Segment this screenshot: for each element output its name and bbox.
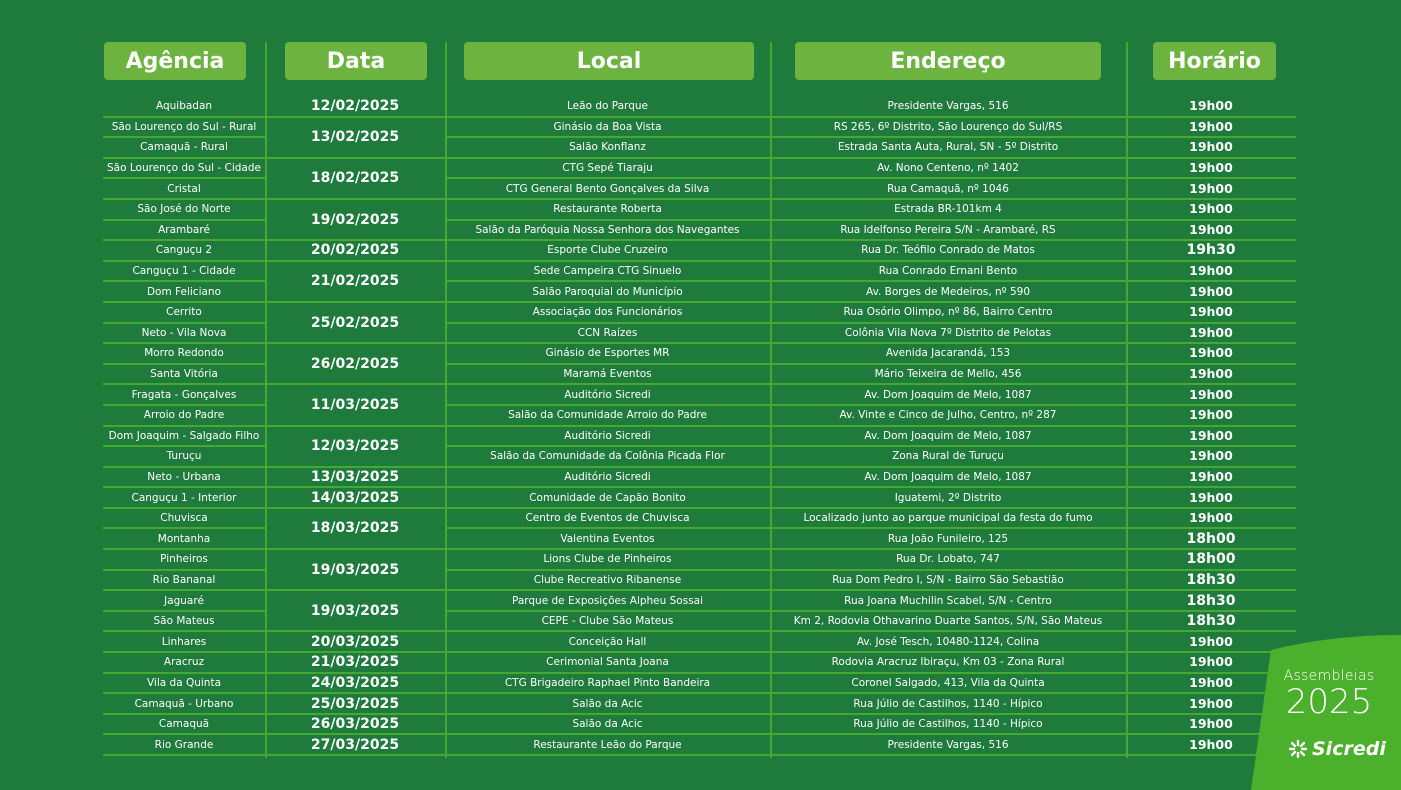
header-horario: Horário [1153, 42, 1276, 80]
local-cell: Clube Recreativo Ribanense [445, 570, 770, 591]
table-row [103, 158, 1296, 179]
horario-cell: 19h00 [1126, 137, 1296, 158]
endereco-cell: Rua Osório Olimpo, nº 86, Bairro Centro [770, 302, 1126, 323]
horario-cell: 19h00 [1126, 446, 1296, 467]
agencia-cell: Turuçu [103, 446, 265, 467]
horario-cell: 19h00 [1126, 220, 1296, 241]
local-cell: Ginásio da Boa Vista [445, 117, 770, 138]
date-cell: 12/03/2025 [265, 426, 445, 467]
endereco-cell: Mário Teixeira de Mello, 456 [770, 364, 1126, 385]
date-cell: 26/03/2025 [265, 714, 445, 735]
date-cell: 20/03/2025 [265, 631, 445, 652]
endereco-cell: Rua Camaquã, nº 1046 [770, 178, 1126, 199]
local-cell: Salão da Acic [445, 693, 770, 714]
local-cell: CTG Sepé Tiaraju [445, 158, 770, 179]
table-row [103, 302, 1296, 323]
date-cell: 13/03/2025 [265, 467, 445, 488]
endereco-cell: Avenida Jacarandá, 153 [770, 343, 1126, 364]
local-cell: Auditório Sicredi [445, 467, 770, 488]
date-cell: 21/03/2025 [265, 652, 445, 673]
agencia-cell: Arambaré [103, 220, 265, 241]
endereco-cell: Coronel Salgado, 413, Vila da Quinta [770, 673, 1126, 694]
table-row [103, 384, 1296, 405]
agencia-cell: Chuvisca [103, 508, 265, 529]
date-cell: 18/03/2025 [265, 508, 445, 549]
date-cell: 13/02/2025 [265, 117, 445, 158]
local-cell: CCN Raízes [445, 323, 770, 344]
agencia-cell: Morro Redondo [103, 343, 265, 364]
horario-cell: 19h00 [1126, 508, 1296, 529]
horario-cell: 18h30 [1126, 590, 1296, 611]
horario-cell: 19h00 [1126, 158, 1296, 179]
horario-cell: 19h00 [1126, 673, 1296, 694]
schedule-table [103, 97, 1296, 756]
agencia-cell: Neto - Vila Nova [103, 323, 265, 344]
endereco-cell: Av. Dom Joaquim de Melo, 1087 [770, 384, 1126, 405]
horario-cell: 19h00 [1126, 302, 1296, 323]
endereco-cell: Rua Conrado Ernani Bento [770, 261, 1126, 282]
horario-cell: 19h00 [1126, 281, 1296, 302]
endereco-cell: Rua Joana Muchilin Scabel, S/N - Centro [770, 590, 1126, 611]
table-row [103, 199, 1296, 220]
local-cell: Conceição Hall [445, 631, 770, 652]
date-cell: 24/03/2025 [265, 673, 445, 694]
horario-cell: 19h00 [1126, 426, 1296, 447]
endereco-cell: Zona Rural de Turuçu [770, 446, 1126, 467]
table-row [103, 261, 1296, 282]
local-cell: Centro de Eventos de Chuvisca [445, 508, 770, 529]
table-row [103, 652, 1296, 673]
agencia-cell: Jaguaré [103, 590, 265, 611]
horario-cell: 19h00 [1126, 261, 1296, 282]
date-cell: 25/03/2025 [265, 693, 445, 714]
sicredi-logo [1288, 738, 1386, 760]
local-cell: Restaurante Leão do Parque [445, 734, 770, 755]
agencia-cell: Santa Vitória [103, 364, 265, 385]
brand-block [1279, 668, 1379, 720]
header-endereco: Endereço [795, 42, 1101, 80]
endereco-cell: Presidente Vargas, 516 [770, 97, 1126, 117]
horario-cell: 19h00 [1126, 178, 1296, 199]
local-cell: Salão da Comunidade Arroio do Padre [445, 405, 770, 426]
horario-cell: 19h00 [1126, 631, 1296, 652]
table-row [103, 631, 1296, 652]
endereco-cell: Av. Borges de Medeiros, nº 590 [770, 281, 1126, 302]
horario-cell: 19h00 [1126, 343, 1296, 364]
horario-cell: 18h00 [1126, 528, 1296, 549]
local-cell: Salão da Acic [445, 714, 770, 735]
local-cell: Comunidade de Capão Bonito [445, 487, 770, 508]
local-cell: Ginásio de Esportes MR [445, 343, 770, 364]
date-cell: 19/03/2025 [265, 549, 445, 590]
endereco-cell: Rua João Funileiro, 125 [770, 528, 1126, 549]
agencia-cell: Pinheiros [103, 549, 265, 570]
local-cell: Leão do Parque [445, 97, 770, 117]
local-cell: Cerimonial Santa Joana [445, 652, 770, 673]
table-row [103, 673, 1296, 694]
table-row [103, 734, 1296, 755]
horario-cell: 19h00 [1126, 467, 1296, 488]
horario-cell: 19h00 [1126, 364, 1296, 385]
agencia-cell: Aquibadan [103, 97, 265, 117]
date-cell: 18/02/2025 [265, 158, 445, 199]
sicredi-logo-icon [1288, 739, 1308, 759]
horario-cell: 19h30 [1126, 240, 1296, 261]
agencia-cell: Cristal [103, 178, 265, 199]
local-cell: CTG Brigadeiro Raphael Pinto Bandeira [445, 673, 770, 694]
date-cell: 21/02/2025 [265, 261, 445, 302]
local-cell: Valentina Eventos [445, 528, 770, 549]
local-cell: Auditório Sicredi [445, 384, 770, 405]
table-row [103, 467, 1296, 488]
endereco-cell: Av. José Tesch, 10480-1124, Colina [770, 631, 1126, 652]
header-agencia: Agência [104, 42, 246, 80]
endereco-cell: Localizado junto ao parque municipal da festa do fumo [770, 508, 1126, 529]
table-row [103, 693, 1296, 714]
date-cell: 20/02/2025 [265, 240, 445, 261]
horario-cell: 19h00 [1126, 734, 1296, 755]
agencia-cell: Dom Feliciano [103, 281, 265, 302]
agencia-cell: Neto - Urbana [103, 467, 265, 488]
local-cell: Salão Konflanz [445, 137, 770, 158]
endereco-cell: RS 265, 6º Distrito, São Lourenço do Sul/RS [770, 117, 1126, 138]
local-cell: Lions Clube de Pinheiros [445, 549, 770, 570]
agencia-cell: Cerrito [103, 302, 265, 323]
horario-cell: 19h00 [1126, 117, 1296, 138]
endereco-cell: Av. Dom Joaquim de Melo, 1087 [770, 467, 1126, 488]
local-cell: Associação dos Funcionários [445, 302, 770, 323]
agencia-cell: Camaquã - Rural [103, 137, 265, 158]
local-cell: CEPE - Clube São Mateus [445, 611, 770, 632]
table-row [103, 508, 1296, 529]
endereco-cell: Presidente Vargas, 516 [770, 734, 1126, 755]
local-cell: Salão da Paróquia Nossa Senhora dos Navegantes [445, 220, 770, 241]
local-cell: Esporte Clube Cruzeiro [445, 240, 770, 261]
date-cell: 25/02/2025 [265, 302, 445, 343]
horario-cell: 19h00 [1126, 693, 1296, 714]
local-cell: Salão Paroquial do Município [445, 281, 770, 302]
agencia-cell: Aracruz [103, 652, 265, 673]
agencia-cell: Camaquã [103, 714, 265, 735]
table-row [103, 487, 1296, 508]
horario-cell: 19h00 [1126, 384, 1296, 405]
date-cell: 19/03/2025 [265, 590, 445, 631]
local-cell: CTG General Bento Gonçalves da Silva [445, 178, 770, 199]
horario-cell: 19h00 [1126, 714, 1296, 735]
local-cell: Maramá Eventos [445, 364, 770, 385]
brand-year: 2025 [1285, 682, 1373, 722]
endereco-cell: Rua Júlio de Castilhos, 1140 - Hípico [770, 714, 1126, 735]
local-cell: Salão da Comunidade da Colônia Picada Flor [445, 446, 770, 467]
agencia-cell: Fragata - Gonçalves [103, 384, 265, 405]
agencia-cell: Dom Joaquim - Salgado Filho [103, 426, 265, 447]
agencia-cell: São Mateus [103, 611, 265, 632]
local-cell: Auditório Sicredi [445, 426, 770, 447]
horario-cell: 19h00 [1126, 652, 1296, 673]
agencia-cell: Rio Bananal [103, 570, 265, 591]
endereco-cell: Av. Vinte e Cinco de Julho, Centro, nº 287 [770, 405, 1126, 426]
date-cell: 14/03/2025 [265, 487, 445, 508]
agencia-cell: Montanha [103, 528, 265, 549]
agencia-cell: Vila da Quinta [103, 673, 265, 694]
local-cell: Sede Campeira CTG Sinuelo [445, 261, 770, 282]
table-row [103, 97, 1296, 117]
endereco-cell: Rua Idelfonso Pereira S/N - Arambaré, RS [770, 220, 1126, 241]
table-row [103, 549, 1296, 570]
endereco-cell: Colônia Vila Nova 7º Distrito de Pelotas [770, 323, 1126, 344]
agencia-cell: Canguçu 2 [103, 240, 265, 261]
horario-cell: 18h30 [1126, 570, 1296, 591]
agencia-cell: Arroio do Padre [103, 405, 265, 426]
endereco-cell: Rua Dr. Lobato, 747 [770, 549, 1126, 570]
endereco-cell: Iguatemi, 2º Distrito [770, 487, 1126, 508]
horario-cell: 19h00 [1126, 323, 1296, 344]
local-cell: Parque de Exposições Alpheu Sossai [445, 590, 770, 611]
horario-cell: 19h00 [1126, 97, 1296, 117]
horario-cell: 18h00 [1126, 549, 1296, 570]
date-cell: 12/02/2025 [265, 97, 445, 117]
date-cell: 27/03/2025 [265, 734, 445, 755]
agencia-cell: São José do Norte [103, 199, 265, 220]
endereco-cell: Av. Nono Centeno, nº 1402 [770, 158, 1126, 179]
agencia-cell: Canguçu 1 - Cidade [103, 261, 265, 282]
endereco-cell: Rua Dr. Teófilo Conrado de Matos [770, 240, 1126, 261]
endereco-cell: Rodovia Aracruz Ibiraçu, Km 03 - Zona Rural [770, 652, 1126, 673]
brand-title: Assembleias [1283, 668, 1375, 684]
date-cell: 19/02/2025 [265, 199, 445, 240]
endereco-cell: Av. Dom Joaquim de Melo, 1087 [770, 426, 1126, 447]
table-row [103, 117, 1296, 138]
agencia-cell: São Lourenço do Sul - Cidade [103, 158, 265, 179]
table-row [103, 426, 1296, 447]
header-data: Data [285, 42, 427, 80]
local-cell: Restaurante Roberta [445, 199, 770, 220]
sicredi-logo-text: Sicredi [1312, 738, 1386, 760]
horario-cell: 18h30 [1126, 611, 1296, 632]
endereco-cell: Rua Dom Pedro I, S/N - Bairro São Sebastião [770, 570, 1126, 591]
agencia-cell: Rio Grande [103, 734, 265, 755]
date-cell: 11/03/2025 [265, 384, 445, 425]
table-row [103, 590, 1296, 611]
endereco-cell: Rua Júlio de Castilhos, 1140 - Hípico [770, 693, 1126, 714]
agencia-cell: São Lourenço do Sul - Rural [103, 117, 265, 138]
endereco-cell: Estrada Santa Auta, Rural, SN - 5º Distrito [770, 137, 1126, 158]
table-row [103, 343, 1296, 364]
table-row [103, 240, 1296, 261]
horario-cell: 19h00 [1126, 405, 1296, 426]
table-row [103, 714, 1296, 735]
agencia-cell: Linhares [103, 631, 265, 652]
horario-cell: 19h00 [1126, 487, 1296, 508]
endereco-cell: Km 2, Rodovia Othavarino Duarte Santos, S/N, São Mateus [770, 611, 1126, 632]
horario-cell: 19h00 [1126, 199, 1296, 220]
agencia-cell: Canguçu 1 - Interior [103, 487, 265, 508]
agencia-cell: Camaquã - Urbano [103, 693, 265, 714]
header-local: Local [464, 42, 754, 80]
date-cell: 26/02/2025 [265, 343, 445, 384]
endereco-cell: Estrada BR-101km 4 [770, 199, 1126, 220]
